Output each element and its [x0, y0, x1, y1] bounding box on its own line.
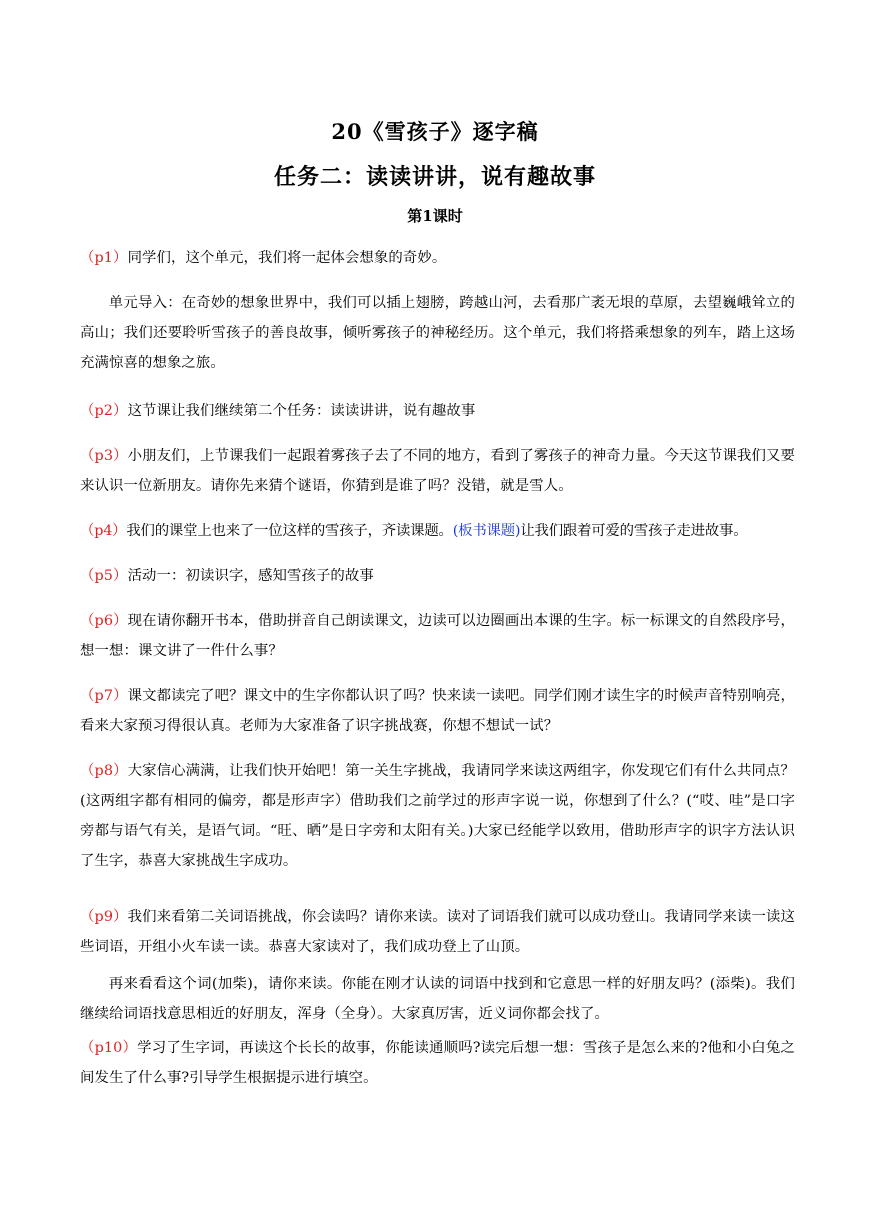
task-subtitle: 任务二：读读讲讲，说有趣故事 [273, 164, 596, 190]
paragraph-tag: （p10） [80, 1040, 138, 1056]
paragraph-p7 [80, 681, 795, 741]
paragraph-text: 单元导入：在奇妙的想象世界中，我们可以插上翅膀，跨越山河，去看那广袤无垠的草原，去望巍峨耸立的高山；我们还要聆听雪孩子的善良故事，倾听雾孩子的神秘经历。这个单元，我们将搭乘想象的列车，踏上这场充满惊喜的想象之旅。 [80, 295, 795, 371]
paragraph-p8 [80, 756, 795, 876]
paragraph-tag: （p7） [80, 688, 128, 704]
paragraph-tag: （p3） [80, 448, 128, 464]
paragraph-p2 [80, 396, 795, 426]
paragraph-tag: （p1） [80, 250, 128, 266]
paragraph-text: 这节课让我们继续第二个任务：读读讲讲，说有趣故事 [127, 403, 476, 419]
paragraph-synonyms [80, 969, 795, 1029]
lesson-label: 第1课时 [407, 207, 463, 225]
paragraph-tag: （p5） [80, 568, 128, 584]
paragraph-tag: （p9） [80, 909, 128, 925]
paragraph-p10 [80, 1033, 795, 1093]
paragraph-unit-intro [80, 288, 795, 378]
paragraph-tag: （p8） [80, 763, 128, 779]
paragraph-p1 [80, 243, 795, 273]
paragraph-text: 现在请你翻开书本，借助拼音自己朗读课文，边读可以边圈画出本课的生字。标一标课文的自然段序号，想一想：课文讲了一件什么事？ [80, 613, 795, 659]
paragraph-text: 我们来看第二关词语挑战，你会读吗？请你来读。读对了词语我们就可以成功登山。我请同学来读一读这些词语，开组小火车读一读。恭喜大家读对了，我们成功登上了山顶。 [80, 909, 795, 955]
document-title: 20《雪孩子》逐字稿 [331, 119, 539, 144]
paragraph-p5 [80, 561, 795, 591]
paragraph-text: 大家信心满满，让我们快开始吧！第一关生字挑战，我请同学来读这两组字，你发现它们有什么共同点？(这两组字都有相同的偏旁，都是形声字）借助我们之前学过的形声字说一说，你想到了什么？(“哎、哇”是口字旁都与语气有关，是语气词。“旺、晒”是日字旁和太阳有关。)大家已经能学以致用，借助形声字的识字方法认识了生字，恭喜大家挑战生字成功。 [80, 763, 795, 869]
paragraph-p6 [80, 606, 795, 666]
paragraph-text: 同学们，这个单元，我们将一起体会想象的奇妙。 [127, 250, 447, 266]
paragraph-text: 学习了生字词，再读这个长长的故事，你能读通顺吗?读完后想一想：雪孩子是怎么来的?他和小白兔之间发生了什么事?引导学生根据提示进行填空。 [80, 1040, 795, 1086]
paragraph-p4 [80, 516, 795, 546]
paragraph-text: 课文都读完了吧？课文中的生字你都认识了吗？快来读一读吧。同学们刚才读生字的时候声音特别响亮，看来大家预习得很认真。老师为大家准备了识字挑战赛，你想不想试一试？ [80, 688, 795, 734]
paragraph-tag: （p4） [80, 523, 127, 539]
paragraph-text: 活动一：初读识字，感知雪孩子的故事 [127, 568, 374, 584]
board-note: (板书课题) [452, 523, 521, 539]
paragraph-text: 再来看看这个词(加柴)，请你来读。你能在刚才认读的词语中找到和它意思一样的好朋友吗？(添柴)。我们继续给词语找意思相近的好朋友，浑身（全身）。大家真厉害，近义词你都会找了。 [80, 976, 795, 1022]
paragraph-tag: （p2） [80, 403, 128, 419]
paragraph-tag: （p6） [80, 613, 128, 629]
paragraph-text: 我们的课堂上也来了一位这样的雪孩子，齐读课题。 [126, 523, 453, 539]
paragraph-p3 [80, 441, 795, 501]
paragraph-p9 [80, 902, 795, 962]
paragraph-text-continued: 让我们跟着可爱的雪孩子走进故事。 [520, 523, 748, 539]
paragraph-text: 小朋友们，上节课我们一起跟着雾孩子去了不同的地方，看到了雾孩子的神奇力量。今天这节课我们又要来认识一位新朋友。请你先来猜个谜语，你猜到是谁了吗？没错，就是雪人。 [80, 448, 795, 494]
